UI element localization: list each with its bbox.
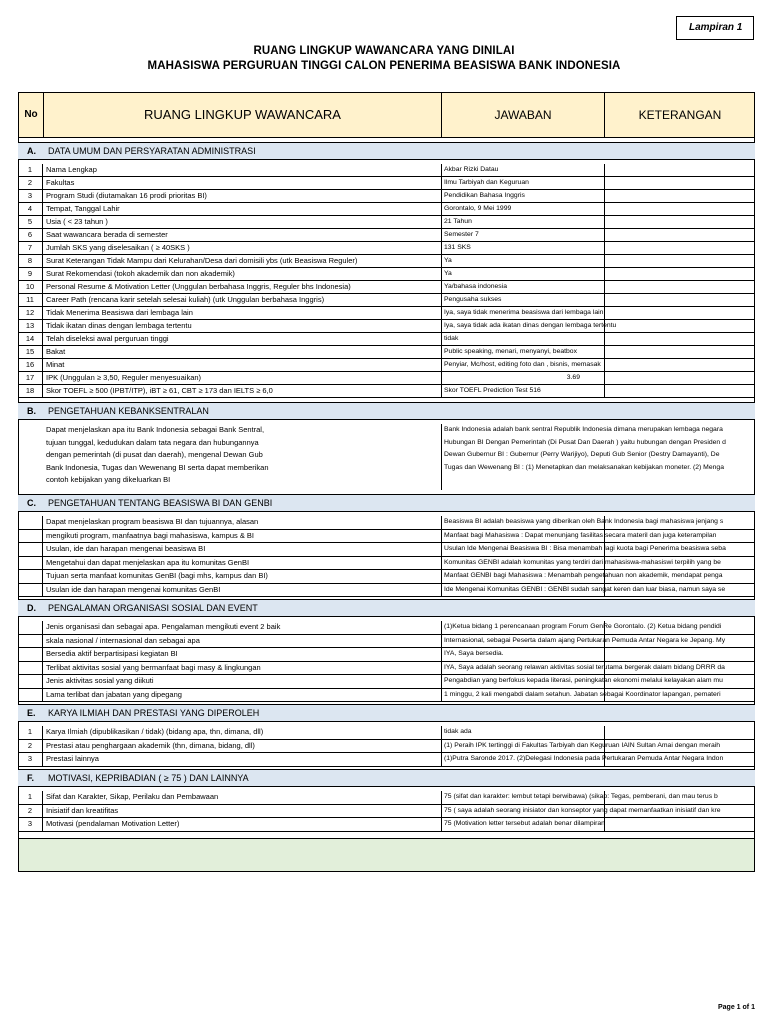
row-answer: Usulan Ide Mengenai Beasiswa BI : Bisa menambah lagi kuota bagi Penerima beasiswa seba [441,543,755,556]
row-answer: Akbar Rizki Datau [441,164,755,176]
row-answer: 75 (Motivation letter tersebut adalah benar dilampiran [441,818,755,831]
table-row [18,530,755,544]
row-number: 14 [18,333,43,345]
table-row [18,818,755,832]
row-question: Prestasi atau penghargaan akademik (thn, dimana, bidang, dll) [46,740,255,750]
row-answer: 131 SKS [441,242,755,254]
table-row [18,570,755,584]
row-answer: Komunitas GENBI adalah komunitas yang terdiri dari mahasiswa-mahasiswi terpilih yang be [441,557,755,570]
section-b-question-line: Bank Indonesia, Tugas dan Wewenang BI serta dapat memberikan [46,462,269,472]
row-answer: Pengabdian yang berfokus kepada literasi, peningkatan ekonomi melalui kelayakan alam mu [441,675,755,688]
row-number: 2 [18,177,43,189]
row-question: Motivasi (pendalaman Motivation Letter) [46,819,180,828]
row-question: Usulan ide dan harapan mengenai komunitas GenBI [46,584,221,594]
row-question: Karya Ilmiah (dipublikasikan / tidak) (bidang apa, thn, dimana, dll) [46,727,264,736]
row-answer: (1)Putra Saronde 2017. (2)Delegasi Indonesia pada Pertukaran Pemuda Antar Negara Indon [441,753,755,766]
keterangan-cell [604,281,605,293]
row-question: Surat Keterangan Tidak Mampu dari Kelurahan/Desa dari domisili ybs (utk Beasiswa Reguler) [46,256,358,265]
row-number: 1 [18,726,43,739]
row-question: Program Studi (diutamakan 16 prodi prioritas BI) [46,191,207,200]
row-answer: Internasional, sebagai Peserta dalam ajang Pertukaran Pemuda Antar Negara ke Jepang. My [441,635,755,648]
row-number: 13 [18,320,43,332]
keterangan-cell [604,255,605,267]
table-row [18,372,755,385]
row-question: Nama Lengkap [46,165,97,174]
table-row [18,726,755,740]
lampiran-label: Lampiran 1 [676,16,754,40]
row-number: 8 [18,255,43,267]
section-b-question-line: tujuan tunggal, kedudukan dalam tata negara dan hubungannya [46,437,259,447]
row-answer: IYA, Saya adalah seorang relawan aktivitas sosial terutama bergerak dalam bidang DRRR da [441,662,755,675]
section-e-label: E. [27,708,36,718]
table-row [18,359,755,372]
keterangan-cell [604,216,605,228]
section-c-title: PENGETAHUAN TENTANG BEASISWA BI DAN GENBI [48,498,273,508]
keterangan-cell [604,570,605,583]
table-row [18,621,755,635]
section-b-question-line: dengan pemerintah (di pusat dan daerah), mengenal Dewan Gub [46,450,263,460]
row-question: Personal Resume & Motivation Letter (Unggulan berbahasa Inggris, Reguler bhs Indonesia) [46,282,351,291]
keterangan-cell [604,294,605,306]
table-row [18,320,755,333]
header-jawaban: JAWABAN [442,93,605,137]
row-answer: Penyiar, Mc/host, editing foto dan , bisnis, memasak [441,359,755,371]
row-number: 5 [18,216,43,228]
row-answer: 3.69 [441,372,755,384]
table-row [18,229,755,242]
row-answer: Public speaking, menari, menyanyi, beatbox [441,346,755,358]
row-number: 17 [18,372,43,384]
document-title-line2: MAHASISWA PERGURUAN TINGGI CALON PENERIMA BEASISWA BANK INDONESIA [147,60,621,72]
keterangan-cell [604,372,605,384]
row-question: Usia ( < 23 tahun ) [46,217,108,226]
keterangan-cell [604,753,605,766]
keterangan-cell [604,242,605,254]
row-number: 3 [18,818,43,831]
section-a-header [18,142,755,160]
row-number [18,635,43,648]
row-number: 3 [18,190,43,202]
keterangan-cell [604,177,605,189]
table-row [18,385,755,398]
section-c-header [18,494,755,512]
keterangan-cell [604,791,605,804]
row-number [18,584,43,597]
row-question: Tidak Menerima Beasiswa dari lembaga lain [46,308,193,317]
keterangan-cell [604,190,605,202]
keterangan-cell [604,333,605,345]
section-b-question-line: contoh kebijakan yang dikeluarkan BI [46,475,171,485]
section-b-title: PENGETAHUAN KEBANKSENTRALAN [48,406,209,416]
table-row [18,216,755,229]
section-b-header [18,402,755,420]
row-question: Jenis organisasi dan sebagai apa. Pengalaman mengikuti event 2 baik [46,622,281,631]
keterangan-cell [604,584,605,597]
section-b-answer-line: Hubungan BI Dengan Pemerintah (Di Pusat Dan Daerah ) yaitu hubungan dengan Presiden d [444,438,726,446]
row-answer: Pengusaha sukses [441,294,755,306]
row-number: 3 [18,753,43,766]
row-question: Sifat dan Karakter, Sikap, Perilaku dan Pembawaan [46,792,219,801]
row-number: 4 [18,203,43,215]
row-answer: Pendidikan Bahasa Inggris [441,190,755,202]
page-number: Page 1 of 1 [718,1004,755,1011]
table-footer-box [18,838,755,872]
row-number [18,662,43,675]
row-answer: Gorontalo, 9 Mei 1999 [441,203,755,215]
row-answer: 75 (sifat dan karakter: lembut tetapi berwibawa) (sikap: Tegas, pemberani, dan mau terus b [441,791,755,804]
row-number: 18 [18,385,43,397]
row-question: Inisiatif dan kreatifitas [46,805,119,815]
section-f-title: MOTIVASI, KEPRIBADIAN ( ≥ 75 ) DAN LAINNYA [48,773,249,783]
keterangan-cell [604,818,605,831]
table-row [18,635,755,649]
header-keterangan: KETERANGAN [638,108,722,122]
row-question: Jenis aktivitas sosial yang diikuti [46,676,154,685]
table-row [18,268,755,281]
keterangan-cell [604,320,605,332]
table-row [18,648,755,662]
row-number [18,530,43,543]
section-e-header [18,704,755,722]
section-b-answer-line: Tugas dan Wewenang BI : (1) Menetapkan dan melaksanakan kebijakan moneter. (2) Menga [444,463,724,471]
table-row [18,242,755,255]
row-number [18,648,43,661]
table-row [18,203,755,216]
keterangan-cell [604,516,605,529]
row-number: 7 [18,242,43,254]
keterangan-cell [604,268,605,280]
section-e-title: KARYA ILMIAH DAN PRESTASI YANG DIPEROLEH [48,708,260,718]
keterangan-cell [604,805,605,818]
row-answer: tidak [441,333,755,345]
row-answer: Manfaat bagi Mahasiswa : Dapat menunjang fasilitas secara materil dan juga keterampilan [441,530,755,543]
section-b-answer-line [444,474,755,487]
row-number [18,516,43,529]
row-number: 2 [18,740,43,753]
row-answer: Iya, saya tidak menerima beasiswa dari lembaga lain [441,307,755,319]
keterangan-cell [604,648,605,661]
row-answer: 21 Tahun [441,216,755,228]
row-number: 11 [18,294,43,306]
row-number: 12 [18,307,43,319]
row-question: Surat Rekomendasi (tokoh akademik dan non akademik) [46,269,235,278]
table-row [18,753,755,767]
row-answer: Ilmu Tarbiyah dan Keguruan [441,177,755,189]
row-question: Prestasi lainnya [46,754,99,763]
row-question: Tidak ikatan dinas dengan lembaga tertentu [46,321,192,330]
row-question: Tempat, Tanggal Lahir [46,204,120,213]
table-row [18,177,755,190]
table-row [18,689,755,703]
document-title-line1: RUANG LINGKUP WAWANCARA YANG DINILAI [253,45,515,57]
row-question: skala nasional / internasional dan sebagai apa [46,635,200,645]
row-answer: Iya, saya tidak ada ikatan dinas dengan lembaga tertentu [441,320,755,332]
table-row [18,294,755,307]
row-question: Saat wawancara berada di semester [46,230,168,239]
table-row [18,346,755,359]
keterangan-cell [604,307,605,319]
row-question: Career Path (rencana karir setelah selesai kuliah) (utk Unggulan berbahasa Inggris) [46,295,325,304]
row-answer: Ya [441,268,755,280]
section-b-answer-line: Dewan Gubernur BI : Gubernur (Perry Warijiyo), Deputi Gub Senior (Destry Damayanti), De [444,451,720,459]
row-number: 2 [18,805,43,818]
header-no: No [19,93,44,137]
row-answer: Ya/bahasa indonesia [441,281,755,293]
section-a-label: A. [27,146,36,156]
keterangan-cell [604,689,605,702]
row-number [18,675,43,688]
row-answer: Ide Mengenai Komunitas GENBI : GENBI sudah sangat keren dan luar biasa, namun saya se [441,584,755,597]
row-answer: Ya [441,255,755,267]
row-number [18,557,43,570]
keterangan-cell [604,726,605,739]
table-row [18,307,755,320]
row-number [18,621,43,634]
row-question: Terlibat aktivitas sosial yang bermanfaat bagi masy & lingkungan [46,662,261,672]
table-row [18,791,755,805]
row-question: mengikuti program, manfaatnya bagi mahasiswa, kampus & BI [46,530,255,540]
row-question: Dapat menjelaskan program beasiswa BI dan tujuannya, alasan [46,517,259,526]
section-b-answer-line: Bank Indonesia adalah bank sentral Republik Indonesia dimana merupakan lembaga negara [444,426,723,433]
keterangan-cell [604,621,605,634]
row-answer: Beasiswa BI adalah beasiswa yang diberikan oleh Bank Indonesia bagi mahasiswa jenjang s [441,516,755,529]
table-row [18,584,755,598]
table-row [18,333,755,346]
table-row [18,662,755,676]
keterangan-cell [604,385,605,397]
row-question: Usulan, ide dan harapan mengenai beasiswa BI [46,544,206,553]
row-answer: 1 minggu, 2 kali mengabdi dalam setahun. Jabatan sebagai Koordinator lapangan, pemateri [441,689,755,702]
row-number: 1 [18,164,43,176]
row-answer: Skor TOEFL Prediction Test 516 [441,385,755,397]
keterangan-cell [604,635,605,648]
table-row [18,255,755,268]
row-question: Lama terlibat dan jabatan yang dipegang [46,689,182,699]
table-row [18,805,755,819]
row-question: Tujuan serta manfaat komunitas GenBI (bagi mhs, kampus dan BI) [46,571,268,580]
table-row [18,281,755,294]
row-question: Fakultas [46,178,75,187]
section-d-header [18,599,755,617]
table-row [18,516,755,530]
row-question: Bakat [46,347,66,356]
row-number: 9 [18,268,43,280]
row-number [18,689,43,702]
section-c-label: C. [27,498,36,508]
row-number: 15 [18,346,43,358]
keterangan-cell [604,359,605,371]
table-row [18,190,755,203]
keterangan-cell [604,543,605,556]
keterangan-cell [604,203,605,215]
row-question: Telah diseleksi awal perguruan tinggi [46,334,169,343]
keterangan-cell [604,740,605,753]
row-answer: (1)Ketua bidang 1 perencanaan program Forum GenRe Gorontalo. (2) Ketua bidang pendidi [441,621,755,634]
row-question: Jumlah SKS yang diselesaikan ( ≥ 40SKS ) [46,243,190,252]
row-number: 10 [18,281,43,293]
row-question: IPK (Unggulan ≥ 3,50, Reguler menyesuaikan) [46,373,202,382]
row-answer: 75 ( saya adalah seorang inisiator dan konseptor yang dapat memanfaatkan inisiatif dan kre [441,805,755,818]
row-answer: tidak ada [441,726,755,739]
section-b-label: B. [27,406,36,416]
row-question: Bersedia aktif berpartisipasi kegiatan BI [46,649,178,658]
row-answer: Manfaat GENBI bagi Mahasiswa : Menambah pengetahuan non akademik, mendapat penga [441,570,755,583]
table-row [18,675,755,689]
row-question: Mengetahui dan dapat menjelaskan apa itu komunitas GenBI [46,557,250,567]
section-f-label: F. [27,773,35,783]
keterangan-cell [604,346,605,358]
keterangan-cell [604,229,605,241]
row-number: 1 [18,791,43,804]
row-question: Minat [46,360,65,369]
section-d-label: D. [27,603,36,613]
header-ruang-lingkup: RUANG LINGKUP WAWANCARA [44,93,442,137]
row-answer: IYA, Saya bersedia. [441,648,755,661]
row-question: Skor TOEFL ≥ 500 (IPBT/ITP), iBT ≥ 61, CBT ≥ 173 dan IELTS ≥ 6,0 [46,386,273,395]
keterangan-cell [604,662,605,675]
table-row [18,543,755,557]
section-b-question-line: Dapat menjelaskan apa itu Bank Indonesia sebagai Bank Sentral, [46,425,265,434]
keterangan-cell [604,675,605,688]
section-d-title: PENGALAMAN ORGANISASI SOSIAL DAN EVENT [48,603,258,613]
keterangan-cell [604,557,605,570]
section-b-body [18,424,755,490]
keterangan-cell [604,164,605,176]
section-b-answer [441,424,755,490]
table-row [18,164,755,177]
section-f-header [18,769,755,787]
row-answer: Semester 7 [441,229,755,241]
row-number [18,570,43,583]
section-b-question [46,424,438,487]
section-a-title: DATA UMUM DAN PERSYARATAN ADMINISTRASI [48,146,256,156]
row-number [18,543,43,556]
row-number: 16 [18,359,43,371]
table-row [18,557,755,571]
row-answer: (1) Peraih IPK tertinggi di Fakultas Tarbiyah dan Keguruan IAIN Sultan Amai dengan meraih [441,740,755,753]
row-number: 6 [18,229,43,241]
table-row [18,740,755,754]
keterangan-cell [604,530,605,543]
table-header [18,92,755,138]
